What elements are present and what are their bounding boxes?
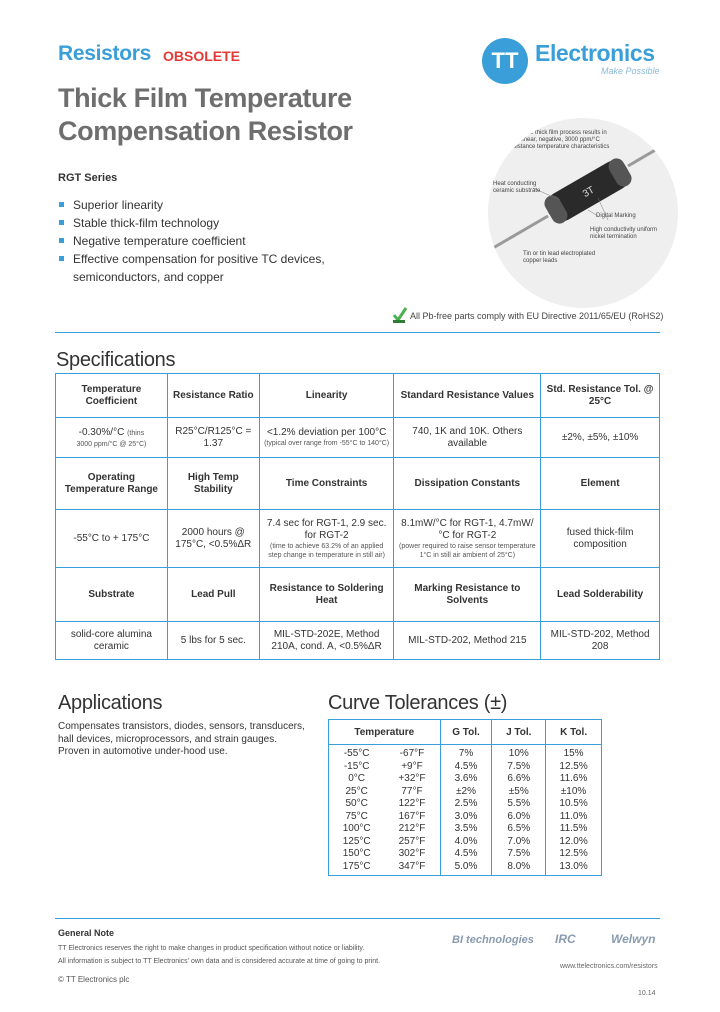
table-cell: 5 lbs for 5 sec. (167, 622, 259, 660)
table-cell: 4.5% (440, 848, 492, 861)
note-termination: High conductivity uniform nickel termination (590, 227, 658, 240)
series-label: RGT Series (58, 172, 118, 184)
table-header-row (56, 458, 660, 510)
table-cell: -55°C to + 175°C (56, 510, 168, 568)
table-row (329, 861, 602, 876)
footer-url[interactable]: www.ttelectronics.com/resistors (560, 963, 658, 970)
category-title: Resistors (58, 42, 152, 65)
table-cell: 6.0% (492, 811, 546, 824)
header-cell: Std. Resistance Tol. @ 25°C (541, 374, 660, 418)
table-cell (56, 418, 168, 458)
table-row (56, 510, 660, 568)
tc-note-b: 3000 ppm/°C @ 25°C) (76, 440, 147, 448)
table-cell: MIL-STD-202E, Method 210A, cond. A, <0.5%ΔR (259, 622, 394, 660)
table-cell: 7.5% (492, 761, 546, 774)
feature-list (58, 196, 358, 286)
table-cell: 347°F (384, 861, 440, 876)
table-cell: +32°F (384, 773, 440, 786)
table-cell: fused thick-film composition (541, 510, 660, 568)
table-cell: 15% (546, 745, 602, 761)
header-cell: Operating Temperature Range (56, 458, 168, 510)
table-cell: 11.5% (546, 823, 602, 836)
table-cell: MIL-STD-202, Method 215 (394, 622, 541, 660)
header-cell: Resistance to Soldering Heat (259, 568, 394, 622)
table-cell: 125°C (329, 836, 385, 849)
table-cell: 5.0% (440, 861, 492, 876)
table-cell: 13.0% (546, 861, 602, 876)
header-cell: Resistance Ratio (167, 374, 259, 418)
applications-heading: Applications (58, 692, 163, 714)
table-cell: 12.5% (546, 848, 602, 861)
linearity-note: (typical over range from -55°C to 140°C) (264, 440, 390, 447)
table-row (329, 786, 602, 799)
note-line: All information is subject to TT Electronics' own data and is considered accurate at time of going to print. (58, 958, 381, 965)
header-cell: Temperature Coefficient (56, 374, 168, 418)
specifications-table (55, 373, 660, 660)
title-line-2: Compensation Resistor (58, 116, 353, 146)
logo-name: Electronics (535, 40, 655, 66)
note-process: Exclusive thick film process results in very linear, negative, 3000 ppm/°C resistance temperature characteristics (508, 130, 610, 150)
table-cell (259, 510, 394, 568)
irc-logo: IRC (555, 932, 576, 946)
table-row (329, 848, 602, 861)
table-cell: 6.5% (492, 823, 546, 836)
table-cell: R25°C/R125°C = 1.37 (167, 418, 259, 458)
table-cell: 25°C (329, 786, 385, 799)
table-cell: 7.0% (492, 836, 546, 849)
table-cell: 3.5% (440, 823, 492, 836)
table-cell: 12.0% (546, 836, 602, 849)
curve-table-body (329, 745, 602, 876)
header-cell: G Tol. (440, 720, 492, 745)
header-cell: Substrate (56, 568, 168, 622)
specifications-heading: Specifications (56, 349, 176, 371)
note-substrate: Heat conducting ceramic substrate (493, 181, 541, 194)
header-cell: Time Constraints (259, 458, 394, 510)
dissipation-note: (power required to raise sensor temperature 1°C in still air ambient of 25°C) (399, 542, 536, 559)
obsolete-badge: OBSOLETE (163, 48, 241, 64)
table-header-row (329, 720, 602, 745)
table-cell: 2.5% (440, 798, 492, 811)
table-cell: 0°C (329, 773, 385, 786)
divider (55, 332, 660, 333)
table-cell: 122°F (384, 798, 440, 811)
header-cell: J Tol. (492, 720, 546, 745)
applications-text: Compensates transistors, diodes, sensors, transducers, hall devices, microprocessors, and strain gauges. Proven in automotive under-hood use. (58, 721, 305, 757)
table-cell: 10.5% (546, 798, 602, 811)
table-cell: 10% (492, 745, 546, 761)
table-row (329, 836, 602, 849)
table-row (56, 418, 660, 458)
divider (55, 918, 660, 919)
table-row (329, 823, 602, 836)
table-cell: 11.6% (546, 773, 602, 786)
curve-tolerance-table (328, 719, 602, 876)
header-cell: Standard Resistance Values (394, 374, 541, 418)
table-cell: ±2% (440, 786, 492, 799)
part-marking: 3T (580, 184, 597, 200)
tc-note-a: (thins (127, 429, 145, 437)
table-cell: -15°C (329, 761, 385, 774)
table-cell: 212°F (384, 823, 440, 836)
feature-item: Negative temperature coefficient (58, 232, 358, 250)
table-cell: 7.5% (492, 848, 546, 861)
header-cell: Linearity (259, 374, 394, 418)
table-row (329, 761, 602, 774)
table-cell: 7% (440, 745, 492, 761)
feature-item: Effective compensation for positive TC devices, semiconductors, and copper (58, 250, 358, 286)
header-cell: Marking Resistance to Solvents (394, 568, 541, 622)
general-note-text (58, 942, 418, 968)
table-row (329, 811, 602, 824)
resistor-illustration (488, 118, 678, 308)
table-cell: 6.6% (492, 773, 546, 786)
header-cell: Dissipation Constants (394, 458, 541, 510)
header-cell: Lead Solderability (541, 568, 660, 622)
table-cell: 100°C (329, 823, 385, 836)
note-marking: Digital Marking (596, 213, 636, 219)
table-cell: 4.0% (440, 836, 492, 849)
note-leads: Tin or tin lead electroplated copper leads (523, 251, 596, 264)
header-cell: High Temp Stability (167, 458, 259, 510)
table-cell: MIL-STD-202, Method 208 (541, 622, 660, 660)
rohs-check-icon (392, 306, 408, 324)
table-row (329, 798, 602, 811)
header-cell: Element (541, 458, 660, 510)
title-line-1: Thick Film Temperature (58, 83, 352, 113)
welwyn-logo: Welwyn (611, 932, 656, 946)
table-row (329, 773, 602, 786)
note-line: TT Electronics reserves the right to make changes in product specification without notice or liability. (58, 945, 365, 952)
bi-technologies-logo: BI technologies (452, 934, 534, 946)
header-cell: Temperature (329, 720, 441, 745)
feature-item: Stable thick-film technology (58, 214, 358, 232)
feature-item: Superior linearity (58, 196, 358, 214)
table-cell: 77°F (384, 786, 440, 799)
table-cell (394, 510, 541, 568)
table-cell: ±5% (492, 786, 546, 799)
copyright: © TT Electronics plc (58, 975, 130, 984)
table-cell: 302°F (384, 848, 440, 861)
table-cell: 3.6% (440, 773, 492, 786)
table-cell: 257°F (384, 836, 440, 849)
footer-date: 10.14 (638, 990, 656, 997)
table-header-row (56, 374, 660, 418)
tt-logo-icon: TT (482, 38, 528, 84)
table-cell: 8.0% (492, 861, 546, 876)
table-cell: ±2%, ±5%, ±10% (541, 418, 660, 458)
table-cell: 150°C (329, 848, 385, 861)
dissipation-value: 8.1mW/°C for RGT-1, 4.7mW/°C for RGT-2 (401, 517, 534, 541)
table-cell: -55°C (329, 745, 385, 761)
table-cell: 50°C (329, 798, 385, 811)
table-cell: 75°C (329, 811, 385, 824)
time-value: 7.4 sec for RGT-1, 2.9 sec. for RGT-2 (266, 517, 387, 541)
rohs-statement: All Pb-free parts comply with EU Directive 2011/65/EU (RoHS2) (410, 311, 664, 321)
table-cell: ±10% (546, 786, 602, 799)
header-cell: K Tol. (546, 720, 602, 745)
table-row (329, 745, 602, 761)
general-note-title: General Note (58, 928, 115, 938)
linearity-value: <1.2% deviation per 100°C (266, 427, 387, 438)
table-cell: 4.5% (440, 761, 492, 774)
logo-tagline: Make Possible (601, 66, 660, 76)
table-cell: 3.0% (440, 811, 492, 824)
page-title (58, 82, 353, 148)
table-cell: 11.0% (546, 811, 602, 824)
table-row (56, 622, 660, 660)
table-header-row (56, 568, 660, 622)
table-cell: -67°F (384, 745, 440, 761)
table-cell: 12.5% (546, 761, 602, 774)
tc-value: -0.30%/°C (78, 426, 125, 438)
table-cell: +9°F (384, 761, 440, 774)
table-cell: 5.5% (492, 798, 546, 811)
curve-heading: Curve Tolerances (±) (328, 692, 508, 714)
header-cell: Lead Pull (167, 568, 259, 622)
table-cell: 2000 hours @ 175°C, <0.5%ΔR (167, 510, 259, 568)
time-note: (time to achieve 63.2% of an applied step change in temperature in still air) (268, 542, 385, 559)
table-cell: 175°C (329, 861, 385, 876)
table-cell: 740, 1K and 10K. Others available (394, 418, 541, 458)
table-cell: solid-core alumina ceramic (56, 622, 168, 660)
table-cell (259, 418, 394, 458)
table-cell: 167°F (384, 811, 440, 824)
